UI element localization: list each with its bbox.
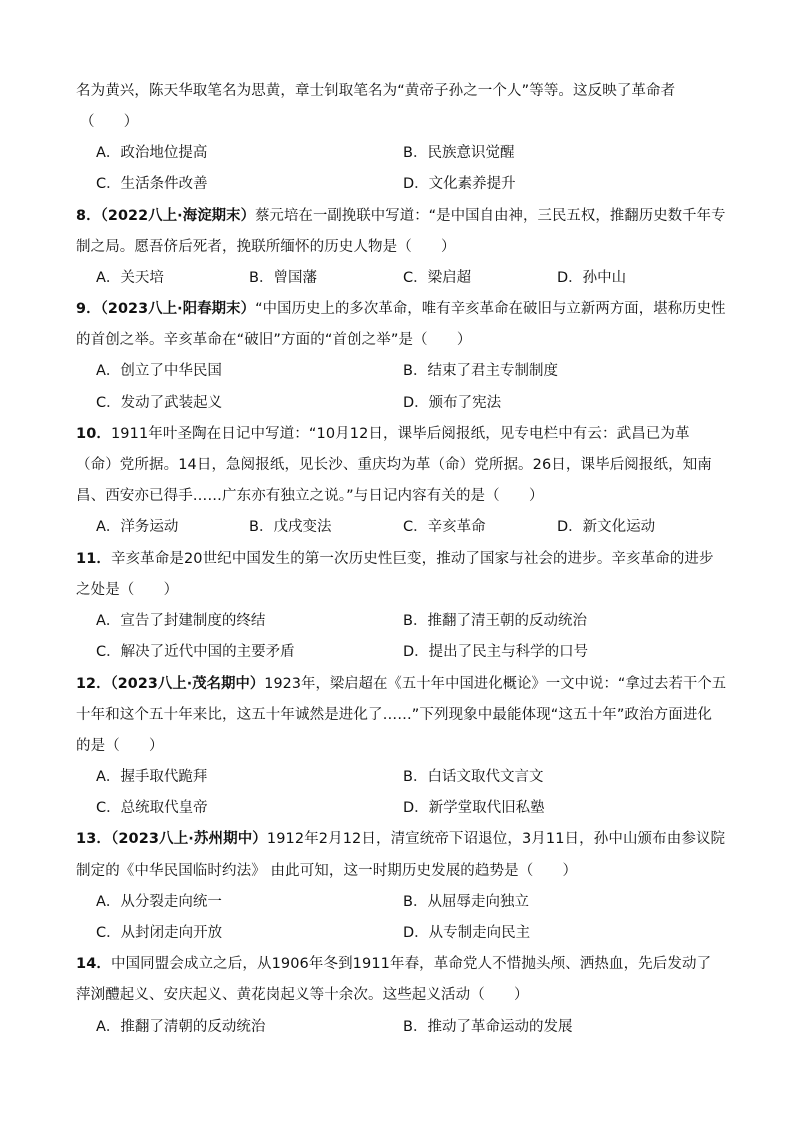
q13-stem-line: [76, 829, 726, 849]
q7-stem-line: 名为黄兴，陈天华取笔名为思黄，章士钊取笔名为“黄帝子孙之一个人”等等。这反映了革命者: [76, 83, 676, 99]
q13-number: 13．: [76, 831, 111, 847]
q11-option-c[interactable]: C．解决了近代中国的主要矛盾: [96, 644, 295, 660]
q12-source: （2023八上·茂名期中）: [110, 676, 265, 692]
q12-option-d[interactable]: D．新学堂取代旧私塾: [403, 800, 545, 816]
q7-option-d[interactable]: D．文化素养提升: [403, 176, 516, 192]
q8-option-b[interactable]: B．曾国藩: [249, 270, 317, 286]
q10-option-d[interactable]: D．新文化运动: [557, 519, 656, 535]
q11-option-a[interactable]: A．宣告了封建制度的终结: [96, 613, 266, 629]
q9-number: 9．: [76, 301, 101, 317]
q13-option-c[interactable]: C．从封闭走向开放: [96, 925, 223, 941]
q13-stem-text: 1912年2月12日，清宣统帝下诏退位，3月11日，孙中山颁布由参议院: [266, 831, 726, 847]
q10-stem-line: [76, 424, 726, 444]
q10-stem-line-3: 昌、西安亦已得手……广东亦有独立之说。”与日记内容有关的是（ ）: [76, 488, 544, 504]
q7-answer-blank: （ ）: [80, 114, 139, 130]
q10-stem-text: 1911年叶圣陶在日记中写道：“10月12日，课毕后阅报纸，见专电栏中有云：武昌已为革: [110, 426, 690, 442]
q14-option-b[interactable]: B．推动了革命运动的发展: [403, 1019, 573, 1035]
q11-option-d[interactable]: D．提出了民主与科学的口号: [403, 644, 589, 660]
q8-stem-line-2: 制之局。愿吾侪后死者，挽联所缅怀的历史人物是（ ）: [76, 239, 456, 255]
q10-number: 10．: [76, 426, 111, 442]
q11-stem-line-2: 之处是（ ）: [76, 582, 179, 598]
q12-stem-line-3: 的是（ ）: [76, 738, 164, 754]
q9-stem-line-2: 的首创之举。辛亥革命在“破旧”方面的“首创之举”是（ ）: [76, 332, 472, 348]
q11-number: 11．: [76, 551, 111, 567]
q8-stem-line: [76, 206, 726, 226]
q8-option-d[interactable]: D．孙中山: [557, 270, 627, 286]
q7-option-b[interactable]: B．民族意识觉醒: [403, 145, 515, 161]
q12-option-b[interactable]: B．白话文取代文言文: [403, 769, 544, 785]
q12-option-c[interactable]: C．总统取代皇帝: [96, 800, 208, 816]
q11-option-b[interactable]: B．推翻了清王朝的反动统治: [403, 613, 587, 629]
q13-option-d[interactable]: D．从专制走向民主: [403, 925, 531, 941]
q12-option-a[interactable]: A．握手取代跪拜: [96, 769, 208, 785]
q14-stem-text: 中国同盟会成立之后，从1906年冬到1911年春，革命党人不惜抛头颅、洒热血，先后发动了: [110, 956, 712, 972]
q13-option-b[interactable]: B．从屈辱走向独立: [403, 894, 529, 910]
q10-option-b[interactable]: B．戊戌变法: [249, 519, 332, 535]
q8-stem-text: 蔡元培在一副挽联中写道：“是中国自由神，三民五权，推翻历史数千年专: [255, 208, 726, 224]
q10-option-c[interactable]: C．辛亥革命: [403, 519, 486, 535]
q14-number: 14．: [76, 956, 111, 972]
q12-stem-text: 1923年，梁启超在《五十年中国进化概论》一文中说：“拿过去若干个五: [264, 676, 727, 692]
q9-option-d[interactable]: D．颁布了宪法: [403, 395, 502, 411]
q11-stem-line: [76, 549, 726, 569]
q9-option-a[interactable]: A．创立了中华民国: [96, 363, 222, 379]
q9-stem-line: [76, 299, 726, 319]
q14-stem-line-2: 萍浏醴起义、安庆起义、黄花岗起义等十余次。这些起义活动（ ）: [76, 987, 529, 1003]
q9-stem-text: “中国历史上的多次革命，唯有辛亥革命在破旧与立新两方面，堪称历史性: [255, 301, 726, 317]
q9-source: （2023八上·阳春期末）: [100, 301, 256, 317]
q8-option-a[interactable]: A．关天培: [96, 270, 164, 286]
q11-stem-text: 辛亥革命是20世纪中国发生的第一次历史性巨变，推动了国家与社会的进步。辛亥革命的进步: [110, 551, 714, 567]
q12-stem-line: [76, 674, 727, 694]
q9-option-b[interactable]: B．结束了君主专制制度: [403, 363, 558, 379]
q8-source: （2022八上·海淀期末）: [100, 208, 256, 224]
q9-option-c[interactable]: C．发动了武装起义: [96, 395, 223, 411]
q10-stem-line-2: （命）党所据。14日，急阅报纸，见长沙、重庆均为革（命）党所据。26日，课毕后阅报纸，知南: [76, 457, 712, 473]
q13-stem-line-2: 制定的《中华民国临时约法》 由此可知，这一时期历史发展的趋势是（ ）: [76, 863, 578, 879]
q12-number: 12．: [76, 676, 111, 692]
q14-stem-line: [76, 954, 726, 974]
q7-option-c[interactable]: C．生活条件改善: [96, 176, 208, 192]
q7-option-a[interactable]: A．政治地位提高: [96, 145, 208, 161]
q8-number: 8．: [76, 208, 101, 224]
q14-option-a[interactable]: A．推翻了清朝的反动统治: [96, 1019, 266, 1035]
q8-option-c[interactable]: C．梁启超: [403, 270, 472, 286]
q13-option-a[interactable]: A．从分裂走向统一: [96, 894, 222, 910]
q12-stem-line-2: 十年和这个五十年来比，这五十年诚然是进化了……”下列现象中最能体现“这五十年”政治方面进化: [76, 707, 713, 723]
q10-option-a[interactable]: A．洋务运动: [96, 519, 179, 535]
q13-source: （2023八上·苏州期中）: [110, 831, 267, 847]
